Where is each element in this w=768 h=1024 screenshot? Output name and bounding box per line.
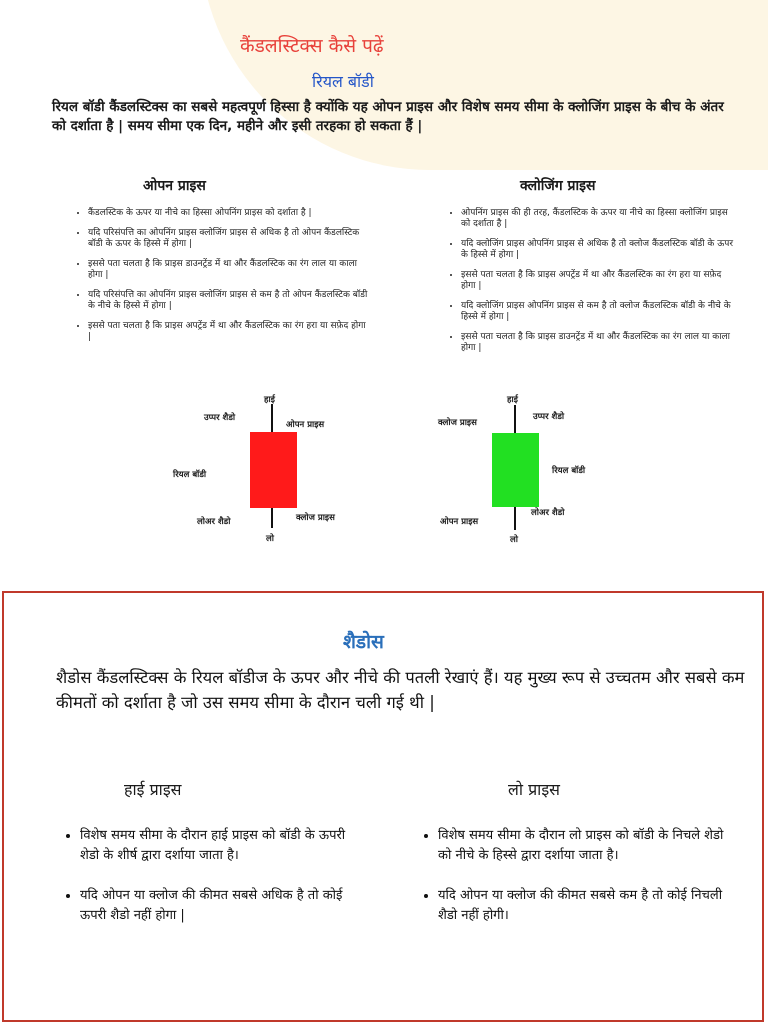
green-upper-shadow-label: उप्पर शैडो bbox=[533, 412, 565, 422]
real-body-intro: रियल बॉडी कैंडलस्टिक्स का सबसे महत्वपूर्ण हिस्सा है क्योंकि यह ओपन प्राइस और विशेष समय सीमा के क्लोजिंग प्राइस के बीच के अंतर को दर्शाता है | समय सीमा एक दिन, महीने और इसी तरहका हो सकता हैं | bbox=[52, 99, 724, 134]
list-item: • कैंडलस्टिक के ऊपर या नीचे का हिस्सा ओपनिंग प्राइस को दर्शाता है | bbox=[88, 208, 370, 219]
high-price-heading: हाई प्राइस bbox=[124, 780, 182, 799]
list-item: • इससे पता चलता है कि प्राइस अपट्रेंड में था और कैंडलस्टिक का रंग हरा या सफ़ेद होगा | bbox=[461, 270, 737, 292]
green-low-label: लो bbox=[510, 535, 518, 545]
red-high-label: हाई bbox=[264, 395, 275, 405]
red-lower-shadow-label: लोअर शैडो bbox=[197, 517, 231, 527]
closing-price-list bbox=[447, 208, 737, 363]
open-price-list bbox=[74, 208, 370, 352]
header-background-shape bbox=[200, 0, 768, 170]
high-price-list bbox=[60, 826, 350, 946]
list-item: • ओपनिंग प्राइस की ही तरह, कैंडलस्टिक के ऊपर या नीचे का हिस्सा क्लोजिंग प्राइस को दर्शाता है | bbox=[461, 208, 737, 230]
green-lower-shadow-label: लोअर शैडो bbox=[531, 508, 565, 518]
green-high-label: हाई bbox=[507, 395, 518, 405]
list-item: • इससे पता चलता है कि प्राइस अपट्रेंड में था और कैंडलस्टिक का रंग हरा या सफ़ेद होगा | bbox=[88, 321, 370, 343]
shadows-section-frame bbox=[2, 591, 764, 1022]
list-item: • यदि क्लोजिंग प्राइस ओपनिंग प्राइस से अधिक है तो क्लोज कैंडलस्टिक बॉडी के ऊपर के हिस्से में होगा | bbox=[461, 239, 737, 261]
green-body-label: रियल बॉडी bbox=[552, 466, 586, 476]
red-upper-shadow-label: उप्पर शैडो bbox=[204, 413, 236, 423]
list-item: • विशेष समय सीमा के दौरान हाई प्राइस को बॉडी के ऊपरी शेडो के शीर्ष द्वारा दर्शाया जाता है। bbox=[80, 826, 350, 866]
list-item: • यदि ओपन या क्लोज की कीमत सबसे कम है तो कोई निचली शैडो नहीं होगी। bbox=[438, 886, 728, 926]
shadows-intro: शैडोस कैंडलस्टिक्स के रियल बॉडीज के ऊपर और नीचे की पतली रेखाएं हैं। यह मुख्य रूप से उच्चतम और सबसे कम कीमतों को दर्शाता है जो उस समय सीमा के दौरान चली गई थी | bbox=[56, 668, 745, 712]
list-item: • यदि परिसंपत्ति का ओपनिंग प्राइस क्लोजिंग प्राइस से अधिक है तो ओपन कैंडलस्टिक बॉडी के ऊपर के हिस्से में होगा | bbox=[88, 228, 370, 250]
list-item: • इससे पता चलता है कि प्राइस डाउनट्रेंड में था और कैंडलस्टिक का रंग लाल या काला होगा | bbox=[88, 259, 370, 281]
green-close-label: क्लोज प्राइस bbox=[438, 418, 477, 428]
red-body-label: रियल बॉडी bbox=[173, 470, 207, 480]
page-title: कैंडलस्टिक्स कैसे पढ़ें bbox=[240, 35, 384, 57]
real-body-subtitle: रियल बॉडी bbox=[312, 72, 374, 91]
low-price-list bbox=[418, 826, 728, 946]
green-candle-body bbox=[492, 433, 539, 507]
list-item: • इससे पता चलता है कि प्राइस डाउनट्रेंड में था और कैंडलस्टिक का रंग लाल या काला होगा | bbox=[461, 332, 737, 354]
green-open-label: ओपन प्राइस bbox=[440, 517, 479, 527]
open-price-heading: ओपन प्राइस bbox=[143, 178, 206, 194]
closing-price-heading: क्लोजिंग प्राइस bbox=[520, 178, 596, 194]
low-price-heading: लो प्राइस bbox=[508, 780, 560, 799]
list-item: • विशेष समय सीमा के दौरान लो प्राइस को बॉडी के निचले शेडो को नीचे के हिस्से द्वारा दर्शाया जाता है। bbox=[438, 826, 728, 866]
list-item: • यदि क्लोजिंग प्राइस ओपनिंग प्राइस से कम है तो क्लोज कैंडलस्टिक बॉडी के नीचे के हिस्से में होगा | bbox=[461, 301, 737, 323]
red-low-label: लो bbox=[266, 534, 274, 544]
red-open-label: ओपन प्राइस bbox=[286, 420, 325, 430]
list-item: • यदि परिसंपत्ति का ओपनिंग प्राइस क्लोजिंग प्राइस से कम है तो ओपन कैंडलस्टिक बॉडी के नीचे के हिस्से में होगा | bbox=[88, 290, 370, 312]
red-close-label: क्लोज प्राइस bbox=[296, 513, 335, 523]
red-candle-body bbox=[250, 432, 297, 508]
list-item: • यदि ओपन या क्लोज की कीमत सबसे अधिक है तो कोई ऊपरी शैडो नहीं होगा | bbox=[80, 886, 350, 926]
shadows-subtitle: शैडोस bbox=[343, 631, 384, 653]
